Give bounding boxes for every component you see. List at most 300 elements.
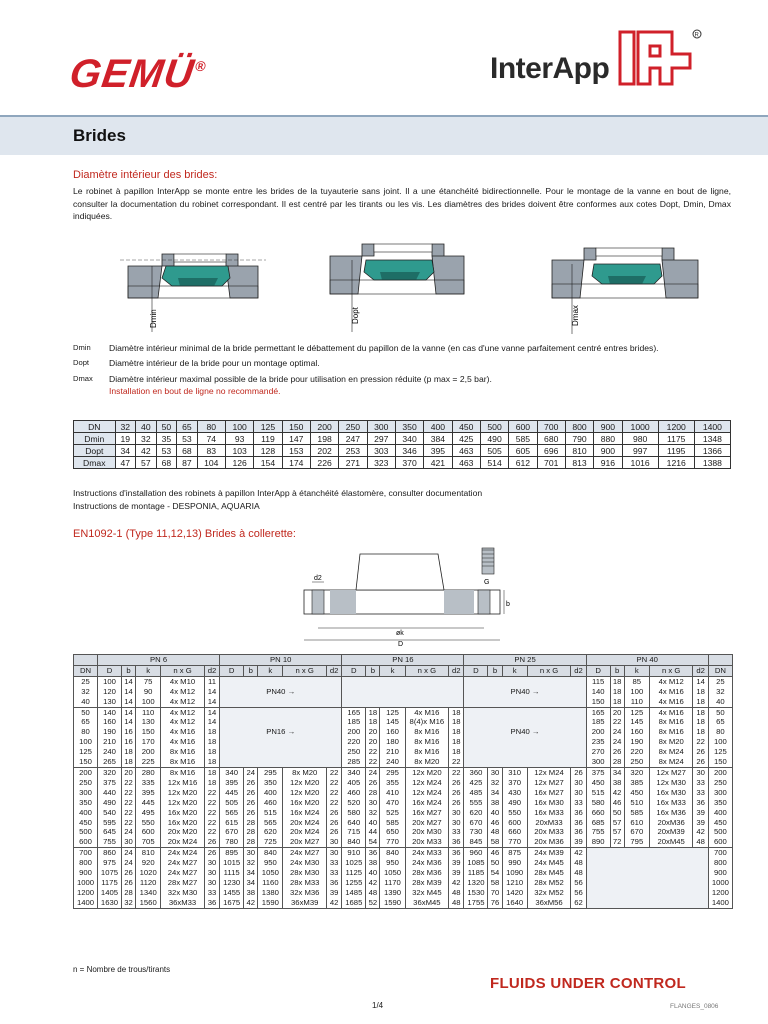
flange-cell: 24x M27 [283, 848, 327, 858]
flange-cell: 795 [624, 837, 649, 847]
flange-cell: 320 [624, 767, 649, 777]
subheader-cell: DN [74, 665, 98, 676]
dn-cell: 700 [708, 848, 732, 858]
flange-cell: 320 [97, 767, 121, 777]
flange-cell: 1015 [220, 858, 244, 868]
merged-note-cell: PN40 → [220, 687, 342, 697]
subheader-cell: b [244, 665, 258, 676]
flange-cell: 1485 [342, 888, 366, 898]
flange-cell: 12x M20 [161, 798, 205, 808]
diameter-cell: 1400 [694, 421, 730, 433]
merged-note-cell [464, 747, 586, 757]
flange-cell: 975 [97, 858, 121, 868]
flange-cell: 12x M16 [161, 778, 205, 788]
flange-cell: 36xM45 [405, 898, 449, 908]
flange-cell: 18 [121, 747, 135, 757]
flange-cell: 24 [121, 827, 135, 837]
flange-cell: 1675 [220, 898, 244, 908]
flange-cell: 24x M33 [405, 848, 449, 858]
flange-cell: 32x M36 [283, 888, 327, 898]
flange-cell: 34 [610, 767, 624, 777]
flange-cell: 26 [244, 778, 258, 788]
flange-cell: 90 [136, 687, 161, 697]
flange-cell: 38 [366, 858, 380, 868]
ok-label: øk [396, 630, 404, 637]
flange-group-header-row [74, 655, 733, 666]
merged-note-cell: PN40 → [464, 687, 586, 697]
flange-cell: 395 [136, 788, 161, 798]
diameter-header-row [74, 421, 731, 433]
flange-cell: 585 [624, 808, 649, 818]
merged-note-cell: PN16 → [220, 727, 342, 737]
flange-cell: 445 [136, 798, 161, 808]
flange-cell: 18 [204, 767, 219, 777]
diameter-cell: 297 [367, 433, 395, 445]
flange-cell: 375 [97, 778, 121, 788]
flange-cell: 20x M24 [283, 827, 327, 837]
flange-cell: 8x M16 [649, 727, 693, 737]
flange-cell: 36xM33 [161, 898, 205, 908]
flange-cell: 460 [342, 788, 366, 798]
flange-cell: 515 [586, 788, 610, 798]
flange-row [74, 676, 733, 686]
flange-cell: 38 [610, 778, 624, 788]
flange-cell: 39 [449, 868, 464, 878]
flange-cell: 36 [693, 798, 708, 808]
dn-cell: 500 [74, 827, 98, 837]
flange-cell: 14 [204, 687, 219, 697]
flange-cell: 12x M30 [649, 778, 693, 788]
flange-cell: 1125 [342, 868, 366, 878]
flange-cell: 24 [366, 767, 380, 777]
dn-cell: 250 [708, 778, 732, 788]
flange-cell: 16x M24 [283, 808, 327, 818]
flange-cell: 40 [488, 808, 502, 818]
empty-cell [586, 888, 708, 898]
diameter-cell: 104 [197, 457, 225, 469]
diameter-cell: 425 [452, 433, 480, 445]
flange-cell: 24x M45 [527, 858, 571, 868]
flange-cell: 85 [624, 676, 649, 686]
flange-cell: 1560 [136, 898, 161, 908]
flange-cell: 26 [244, 798, 258, 808]
flange-cell: 14 [121, 687, 135, 697]
flange-cell: 22 [327, 767, 342, 777]
flange-cell: 8x M24 [649, 757, 693, 767]
subheader-cell: DN [708, 665, 732, 676]
flange-cell: 340 [342, 767, 366, 777]
flange-cell: 715 [342, 827, 366, 837]
flange-cell: 26 [327, 818, 342, 828]
intro-paragraph: Le robinet à papillon InterApp se monte entre les brides de la tuyauterie sans joint. Il a une étanchéité bidirectionnelle. Pour le montage de la vanne en bout de ligne, consulter la documentation du robinet correspondant. Il est centré par les tirants ou les vis. Les diamètres des brides doivent être conformes aux cotes Dopt, Dmin, Dmax indiquées. [73, 186, 731, 222]
diameter-cell: 600 [509, 421, 537, 433]
flange-cell: 28x M45 [527, 868, 571, 878]
document-code: FLANGES_0806 [670, 1003, 719, 1010]
flange-row [74, 737, 733, 747]
subheader-cell: k [624, 665, 649, 676]
flange-cell: 1050 [380, 868, 405, 878]
diameter-cell: Dopt [74, 445, 116, 457]
dn-cell: 350 [74, 798, 98, 808]
diameter-cell: 1216 [658, 457, 694, 469]
merged-note-cell [464, 737, 586, 747]
flange-cell: 130 [136, 717, 161, 727]
flange-cell: 20xM36 [649, 818, 693, 828]
flange-cell: 24x M36 [405, 858, 449, 868]
pn-group-header: PN 6 [97, 655, 219, 666]
diameter-cell: 1175 [658, 433, 694, 445]
diameter-cell: 174 [282, 457, 310, 469]
flange-cell: 18 [449, 727, 464, 737]
flange-cell: 18 [449, 717, 464, 727]
diameter-cell: 696 [537, 445, 565, 457]
dn-cell: 40 [708, 697, 732, 707]
dn-cell: 32 [708, 687, 732, 697]
flange-cell: 26 [204, 848, 219, 858]
flange-cell: 30 [488, 767, 502, 777]
merged-note-cell [220, 747, 342, 757]
flange-cell: 28 [244, 827, 258, 837]
diameter-cell: 680 [537, 433, 565, 445]
flange-cell: 185 [342, 717, 366, 727]
flange-cell: 24 [244, 767, 258, 777]
flange-cell: 20 [121, 767, 135, 777]
flange-cell: 18 [204, 737, 219, 747]
diameter-cell: 810 [565, 445, 593, 457]
diameter-cell: 100 [225, 421, 253, 433]
flange-cell: 620 [464, 808, 488, 818]
flange-cell: 20xM33 [527, 818, 571, 828]
merged-note-cell [220, 737, 342, 747]
flange-cell: 920 [136, 858, 161, 868]
flange-row [74, 717, 733, 727]
flange-cell: 32x M52 [527, 888, 571, 898]
pn-group-header: PN 10 [220, 655, 342, 666]
flange-cell: 8x M16 [405, 747, 449, 757]
dn-cell: 125 [74, 747, 98, 757]
flange-cell: 16x M30 [649, 788, 693, 798]
flange-cell: 20xM45 [649, 837, 693, 847]
flange-cell: 495 [136, 808, 161, 818]
flange-cell: 490 [97, 798, 121, 808]
flange-cell: 39 [571, 837, 586, 847]
empty-cell [586, 858, 708, 868]
merged-note-cell [464, 717, 586, 727]
diameter-cell: 900 [594, 445, 622, 457]
diameter-cell: DN [74, 421, 116, 433]
flange-cell: 36 [449, 848, 464, 858]
flange-cell: 600 [136, 827, 161, 837]
gemu-logo: GEMÜ® [66, 52, 208, 96]
diameter-cell: 250 [339, 421, 367, 433]
subheader-cell: b [610, 665, 624, 676]
diameter-cell: 500 [480, 421, 508, 433]
flange-cell: 525 [380, 808, 405, 818]
flange-cell: 42 [327, 898, 342, 908]
flange-cell: 1210 [502, 878, 527, 888]
dn-cell: 50 [708, 707, 732, 717]
flange-cell: 845 [464, 837, 488, 847]
svg-text:R: R [694, 32, 699, 39]
flange-cell: 16x M30 [527, 798, 571, 808]
flange-cell: 1170 [380, 878, 405, 888]
merged-note-cell: PN40 → [464, 727, 586, 737]
diameter-cell: 83 [197, 445, 225, 457]
diameter-cell: 87 [177, 457, 198, 469]
flange-cell: 780 [220, 837, 244, 847]
flange-cell: 265 [97, 757, 121, 767]
flange-cell: 285 [342, 757, 366, 767]
flange-cell: 770 [380, 837, 405, 847]
flange-cell: 12x M27 [649, 767, 693, 777]
flange-cell: 39 [693, 818, 708, 828]
flange-cell: 145 [624, 717, 649, 727]
diameter-cell: 34 [115, 445, 136, 457]
dn-cell: 150 [708, 757, 732, 767]
flange-cell: 4x M12 [161, 707, 205, 717]
flange-cell: 36xM56 [527, 898, 571, 908]
flange-cell: 4x M16 [405, 707, 449, 717]
dn-cell: 25 [708, 676, 732, 686]
diameter-cell: 50 [156, 421, 177, 433]
flange-cell: 685 [586, 818, 610, 828]
flange-cell: 1405 [97, 888, 121, 898]
flange-cell: 645 [97, 827, 121, 837]
flange-cell: 1590 [380, 898, 405, 908]
flange-row [74, 848, 733, 858]
flange-cell: 670 [464, 818, 488, 828]
flange-cell: 185 [586, 717, 610, 727]
flange-cell: 165 [342, 707, 366, 717]
diameter-cell: 32 [115, 421, 136, 433]
dn-cell: 200 [708, 767, 732, 777]
flange-cell: 26 [327, 827, 342, 837]
flange-cell: 28 [121, 888, 135, 898]
flange-cell: 22 [204, 798, 219, 808]
diameter-cell: 253 [339, 445, 367, 457]
flange-cell: 160 [380, 727, 405, 737]
flange-cell: 32x M45 [405, 888, 449, 898]
flange-cell: 705 [136, 837, 161, 847]
flange-cell: 58 [488, 878, 502, 888]
dn-cell: 300 [708, 788, 732, 798]
flange-cell: 4x M12 [649, 676, 693, 686]
flange-cell: 26 [610, 747, 624, 757]
subheader-cell: n x G [649, 665, 693, 676]
flange-cell: 4x M16 [649, 707, 693, 717]
diameter-cell: 32 [136, 433, 157, 445]
flange-cell: 18 [610, 687, 624, 697]
flange-cell: 14 [121, 676, 135, 686]
flange-cell: 160 [624, 727, 649, 737]
flange-cell: 16x M24 [405, 798, 449, 808]
flange-cell: 8x M16 [649, 717, 693, 727]
flange-cell: 110 [624, 697, 649, 707]
flange-cell: 190 [624, 737, 649, 747]
flange-cell: 28x M39 [405, 878, 449, 888]
subheader-cell: b [366, 665, 380, 676]
diameter-cell: 395 [424, 445, 452, 457]
g-label: G [484, 579, 490, 586]
merged-note-cell [464, 676, 586, 686]
flange-cell: 32 [366, 808, 380, 818]
flange-cell: 18 [610, 676, 624, 686]
flange-cell: 32 [244, 858, 258, 868]
diameter-cell: 701 [537, 457, 565, 469]
flange-cell: 24x M30 [283, 858, 327, 868]
d2-label: d2 [314, 575, 322, 582]
flange-cell: 28x M36 [405, 868, 449, 878]
flange-cell: 75 [136, 676, 161, 686]
flange-cell: 1255 [342, 878, 366, 888]
flange-cell: 22 [121, 818, 135, 828]
flange-cell: 22 [449, 767, 464, 777]
empty-cell [586, 868, 708, 878]
flange-cell: 1455 [220, 888, 244, 898]
flange-cell: 28 [244, 837, 258, 847]
flange-cell: 48 [571, 868, 586, 878]
flange-cell: 150 [586, 697, 610, 707]
flange-cell: 12x M24 [527, 767, 571, 777]
empty-cell [342, 697, 464, 707]
flange-cell: 18 [121, 757, 135, 767]
diameter-cell: 463 [452, 445, 480, 457]
diameter-cell: 1016 [622, 457, 658, 469]
flange-cell: 450 [624, 788, 649, 798]
flange-cell: 8x M16 [405, 737, 449, 747]
flange-cell: 30 [327, 848, 342, 858]
flange-cell: 22 [693, 737, 708, 747]
diameter-cell: 93 [225, 433, 253, 445]
flange-cell: 26 [366, 778, 380, 788]
flange-cell: 32 [121, 898, 135, 908]
dn-cell: 700 [74, 848, 98, 858]
flange-cell: 20x M33 [527, 827, 571, 837]
flange-cell: 600 [502, 818, 527, 828]
diameter-cell: 421 [424, 457, 452, 469]
flange-cell: 170 [136, 737, 161, 747]
flange-cell: 18 [366, 707, 380, 717]
diameter-cell: 916 [594, 457, 622, 469]
diameter-cell: 370 [395, 457, 423, 469]
diameter-cell: 300 [367, 421, 395, 433]
flange-cell: 22 [121, 808, 135, 818]
flange-cell: 34 [244, 868, 258, 878]
flange-cell: 16x M20 [283, 798, 327, 808]
flange-cell: 22 [610, 717, 624, 727]
flange-cell: 48 [693, 837, 708, 847]
flange-cell: 14 [204, 707, 219, 717]
flange-cell: 72 [610, 837, 624, 847]
diameter-table [73, 420, 731, 469]
flange-row [74, 707, 733, 717]
flange-cell: 16x M33 [649, 798, 693, 808]
flange-cell: 210 [97, 737, 121, 747]
flange-cell: 1230 [220, 878, 244, 888]
flange-cell: 16x M20 [161, 818, 205, 828]
subheader-cell: D [342, 665, 366, 676]
flange-cell: 26 [449, 788, 464, 798]
flange-cell: 30 [327, 837, 342, 847]
flange-cell: 510 [624, 798, 649, 808]
flange-cell: 48 [449, 888, 464, 898]
diameter-cell: 57 [136, 457, 157, 469]
flange-cell: 42 [244, 898, 258, 908]
pn-group-header: PN 40 [586, 655, 708, 666]
diameter-cell: 1388 [694, 457, 730, 469]
flange-cell: 555 [464, 798, 488, 808]
flange-cell: 39 [327, 888, 342, 898]
flange-cell: 12x M20 [405, 767, 449, 777]
flange-row [74, 808, 733, 818]
subheader-cell: d2 [449, 665, 464, 676]
flange-cell: 4x M16 [161, 737, 205, 747]
flange-cell: 1025 [342, 858, 366, 868]
diameter-cell: 80 [197, 421, 225, 433]
flange-cell: 1020 [136, 868, 161, 878]
flange-cell: 39 [693, 808, 708, 818]
diameter-cell: 150 [282, 421, 310, 433]
flange-row [74, 687, 733, 697]
subheader-cell: n x G [527, 665, 571, 676]
tagline: FLUIDS UNDER CONTROL [490, 975, 686, 992]
dn-cell: 400 [708, 808, 732, 818]
flange-cell: 22 [121, 798, 135, 808]
dn-cell: 900 [74, 868, 98, 878]
diameter-cell: 1348 [694, 433, 730, 445]
flange-cell: 20 [610, 707, 624, 717]
flange-cell: 165 [586, 707, 610, 717]
flange-cell: 30 [571, 778, 586, 788]
definition-dopt: Dopt Diamètre intérieur de la bride pour un montage optimal. [73, 358, 320, 369]
flange-cell: 36 [204, 898, 219, 908]
flange-cell: 585 [380, 818, 405, 828]
flange-cell: 960 [464, 848, 488, 858]
flange-cell: 4x M16 [649, 687, 693, 697]
flange-cell: 440 [97, 788, 121, 798]
flange-row [74, 868, 733, 878]
diameter-cell: 53 [177, 433, 198, 445]
flange-row [74, 888, 733, 898]
flange-row [74, 858, 733, 868]
flange-cell: 400 [258, 788, 283, 798]
diameter-cell: 47 [115, 457, 136, 469]
flange-cell: 42 [610, 788, 624, 798]
flange-row [74, 898, 733, 908]
flange-cell: 1185 [464, 868, 488, 878]
flange-cell: 1590 [258, 898, 283, 908]
d-label: D [398, 641, 404, 648]
valve-drawing-dmax [546, 240, 706, 336]
dn-cell: 400 [74, 808, 98, 818]
flange-cell: 270 [586, 747, 610, 757]
diameter-cell: 153 [282, 445, 310, 457]
flange-cell: 30 [204, 868, 219, 878]
flange-cell: 200 [342, 727, 366, 737]
diameter-cell: 65 [177, 421, 198, 433]
flange-cell: 58 [488, 837, 502, 847]
flange-cell: 33 [327, 868, 342, 878]
flange-cell: 26 [204, 837, 219, 847]
flange-cell: 8(4)x M16 [405, 717, 449, 727]
flange-cell: 22 [449, 757, 464, 767]
valve-drawing-dopt [322, 238, 472, 334]
diameter-row [74, 445, 731, 457]
flange-cell: 22 [121, 788, 135, 798]
flange-cell: 36 [449, 837, 464, 847]
flange-cell: 335 [136, 778, 161, 788]
flange-cell: 1340 [136, 888, 161, 898]
